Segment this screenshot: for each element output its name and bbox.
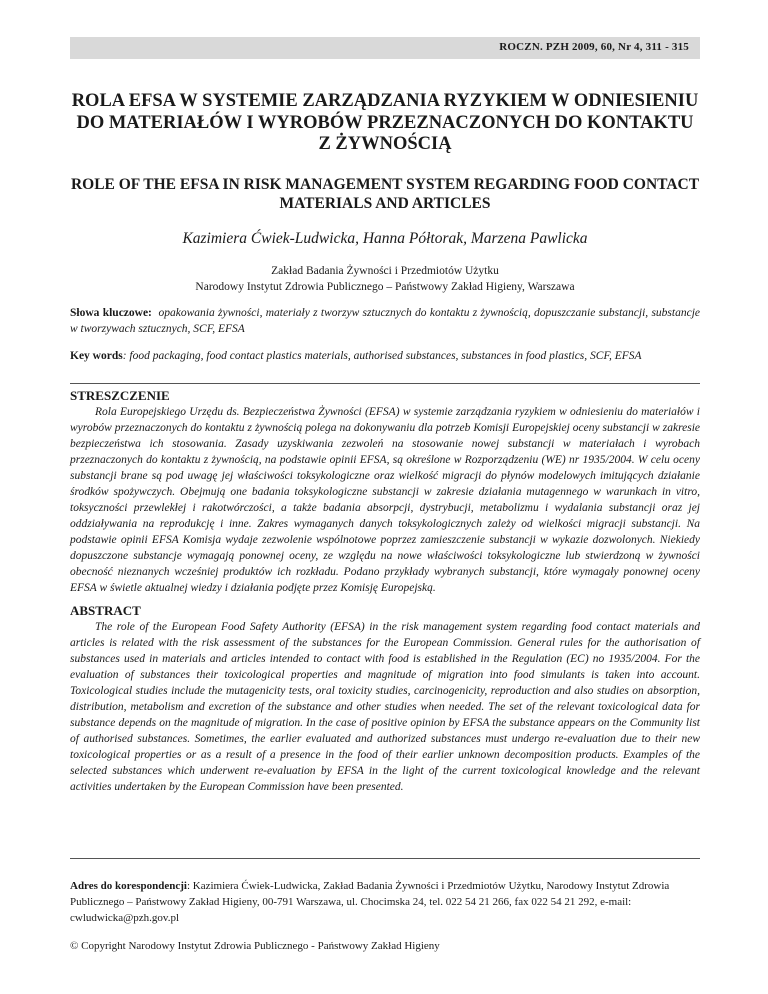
title-polish: ROLA EFSA W SYSTEMIE ZARZĄDZANIA RYZYKIEM W ODNIESIENIU DO MATERIAŁÓW I WYROBÓW PRZEZNACZONYCH DO KONTAKTU Z ŻYWNOŚCIĄ bbox=[71, 91, 699, 154]
keywords-polish-text: opakowania żywności, materiały z tworzyw sztucznych do kontaktu z żywnością, dopuszczanie substancji, substancje w tworzywach sztucznych, SCF, EFSA bbox=[70, 307, 701, 335]
streszczenie-body: Rola Europejskiego Urzędu ds. Bezpieczeństwa Żywności (EFSA) w systemie zarządzania ryzykiem w odniesieniu do materiałów i wyrobów przeznaczonych do kontaktu z żywnością polega na dokonywaniu dla potrzeb Komisji Europejskiej oceny substancji w zakresie bezpieczeństwa ich stosowania. Zasady uzyskiwania zezwoleń na stosowanie nowej substancji w materiałach i wyrobach przeznaczonych do kontaktu z żywnością, na podstawie opinii EFSA, są określone w Rozporządzeniu (WE) nr 1935/2004. W celu oceny substancji brane są pod uwagę jej właściwości toksykologiczne oraz wielkość migracji do płynów modelowych imitujących działanie środków spożywczych. Obejmują one badania toksykologiczne substancji w zakresie działania mutagennego w warunkach in vitro, toksyczności przewlekłej i rakotwórczości, a także badania absorpcji, dystrybucji, metabolizmu i wydalania substancji oraz jej oddziaływania na reprodukcję i inne. Zakres wymaganych danych toksykologicznych zależy od wielkości migracji substancji. Na podstawie opinii EFSA Komisja wydaje zezwolenie wspólnotowe poprzez zamieszczenie substancji w wykazie dozwolonych. Niekiedy dopuszczone substancje wymagają ponownej oceny, ze względu na nowe właściwości toksykologiczne lub stwierdzoną w żywności obecność nieznanych wcześniej produktów ich rozkładu. Podano przykłady wybranych substancji, które wymagały ponownej oceny EFSA w świetle aktualnej wiedzy i działania podjęte przez Komisję Europejską. bbox=[70, 406, 700, 594]
correspondence-text: : Kazimiera Ćwiek-Ludwicka, Zakład Badania Żywności i Przedmiotów Użytku, Narodowy Instytut Zdrowia Publicznego – Państwowy Zakład Higieny, 00-791 Warszawa, ul. Chocimska 24, tel. 022 54 21 266, fax 022 54 21 292, e-mail: cwludwicka@pzh.gov.pl bbox=[70, 880, 670, 924]
abstract-heading: ABSTRACT bbox=[70, 603, 141, 618]
copyright-notice: © Copyright Narodowy Instytut Zdrowia Publicznego - Państwowy Zakład Higieny bbox=[70, 940, 440, 952]
journal-header-bar bbox=[70, 37, 700, 59]
streszczenie-heading: STRESZCZENIE bbox=[70, 388, 170, 403]
journal-reference: ROCZN. PZH 2009, 60, Nr 4, 311 - 315 bbox=[499, 41, 689, 53]
keywords-polish-label: Słowa kluczowe: bbox=[70, 307, 152, 319]
correspondence-address bbox=[70, 878, 700, 926]
affiliation-line-1: Zakład Badania Żywności i Przedmiotów Użytku bbox=[271, 265, 499, 277]
keywords-polish bbox=[70, 305, 700, 337]
title-english: ROLE OF THE EFSA IN RISK MANAGEMENT SYSTEM REGARDING FOOD CONTACT MATERIALS AND ARTICLES bbox=[70, 176, 700, 212]
keywords-english-text: : food packaging, food contact plastics materials, authorised substances, substances in food plastics, SCF, EFSA bbox=[122, 350, 642, 362]
keywords-english-label: Key words bbox=[70, 350, 123, 362]
abstract-body: The role of the European Food Safety Authority (EFSA) in the risk management system regarding food contact materials and articles is related with the risk assessment of the substances for the European Commission. General rules for the authorisation of substances used in materials and articles intended to contact with food is established in the Regulation (EC) no 1935/2004. For the evaluation of substances their toxicological properties and magnitude of migration into food simulants is taken into account. Toxicological studies include the mutagenicity tests, oral toxicity studies, carcinogenicity, reproduction and also studies on absorption, distribution, metabolism and excretion of the substance and other studies when needed. The set of the relevant toxicological data for substance depends on the magnitude of migration. In the case of positive opinion by EFSA the substance appears on the Community list of authorised substances. Sometimes, the earlier evaluated and authorized substances must undergo re-evaluation due to their new toxicological properties or as a result of a presence in the food of their earlier unknown decomposition products. Examples of the selected substances which underwent re-evaluation by EFSA in the light of the current toxicological knowledge and the relevant activities undertaken by the European Commission have been presented. bbox=[70, 621, 700, 793]
divider-footnote bbox=[70, 858, 700, 859]
correspondence-label: Adres do korespondencji bbox=[70, 880, 187, 892]
affiliation bbox=[70, 263, 700, 295]
divider-top bbox=[70, 383, 700, 384]
keywords-english bbox=[70, 348, 700, 364]
authors: Kazimiera Ćwiek-Ludwicka, Hanna Półtorak, Marzena Pawlicka bbox=[182, 230, 588, 247]
affiliation-line-2: Narodowy Instytut Zdrowia Publicznego – Państwowy Zakład Higieny, Warszawa bbox=[195, 281, 575, 293]
